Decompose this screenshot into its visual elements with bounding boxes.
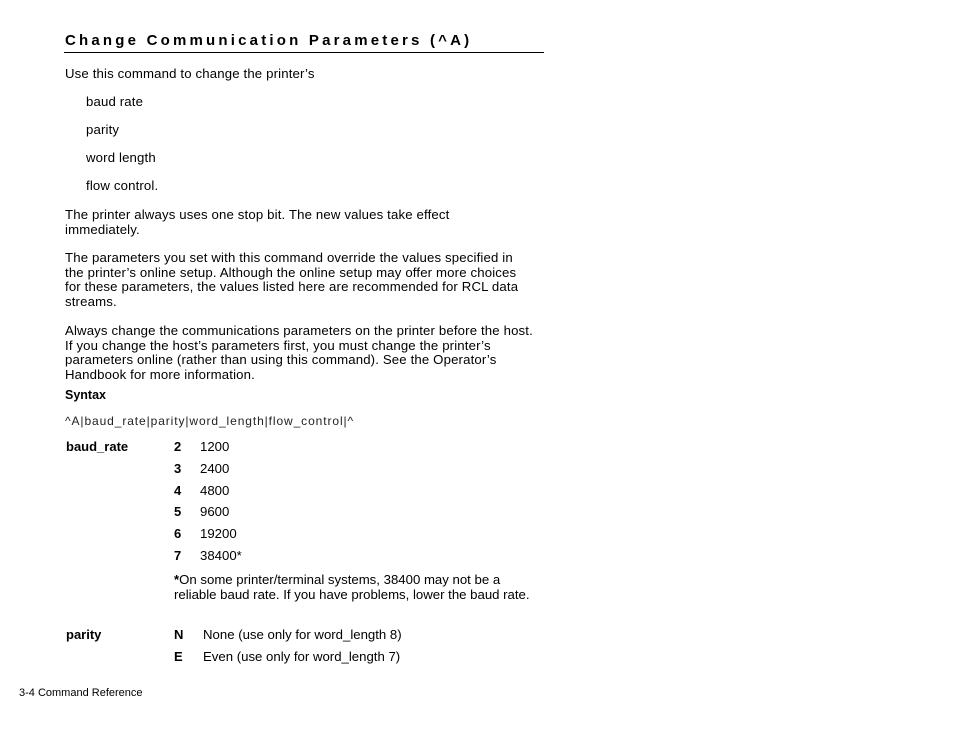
option-code: 3 (174, 461, 182, 476)
syntax-heading: Syntax (65, 388, 106, 402)
list-item: flow control. (86, 178, 159, 193)
option-code: N (174, 627, 184, 642)
option-code: 2 (174, 439, 182, 454)
paragraph-stop-bit: The printer always uses one stop bit. The new values take effect immediately. (65, 207, 450, 237)
option-value: Even (use only for word_length 7) (203, 649, 401, 664)
param-name-parity: parity (66, 627, 102, 642)
option-value: 1200 (200, 439, 230, 454)
list-item: parity (86, 122, 120, 137)
option-value: 4800 (200, 483, 230, 498)
option-value: 9600 (200, 504, 230, 519)
paragraph-override: The parameters you set with this command override the values specified in the printer’s online setup. Although the online setup may offer more choices for these parameters, the values listed here are recommended for RCL data streams. (65, 250, 519, 309)
baud-rate-footnote (174, 573, 534, 602)
syntax-line: ^A|baud_rate|parity|word_length|flow_control|^ (65, 414, 355, 428)
option-value: 19200 (200, 526, 237, 541)
page-footer: 3-4 Command Reference (19, 687, 143, 699)
list-item: word length (86, 150, 156, 165)
footnote-mark: * (174, 572, 180, 587)
option-value: 38400* (200, 548, 242, 563)
option-code: 6 (174, 526, 182, 541)
footnote-text: On some printer/terminal systems, 38400 may not be a reliable baud rate. If you have problems, lower the baud rate. (174, 572, 530, 602)
paragraph-order: Always change the communications parameters on the printer before the host. If you change the host’s parameters first, you must change the printer’s parameters online (rather than using this command). See the Operator’s Handbook for more information. (65, 323, 533, 382)
option-value: 2400 (200, 461, 230, 476)
intro-text: Use this command to change the printer’s (65, 66, 315, 81)
section-title: Change Communication Parameters (^A) (65, 32, 473, 49)
option-code: 7 (174, 548, 182, 563)
list-item: baud rate (86, 94, 144, 109)
param-name-baud-rate: baud_rate (66, 439, 129, 454)
option-value: None (use only for word_length 8) (203, 627, 402, 642)
option-code: E (174, 649, 183, 664)
title-underline (64, 52, 544, 53)
option-code: 5 (174, 504, 182, 519)
option-code: 4 (174, 483, 182, 498)
